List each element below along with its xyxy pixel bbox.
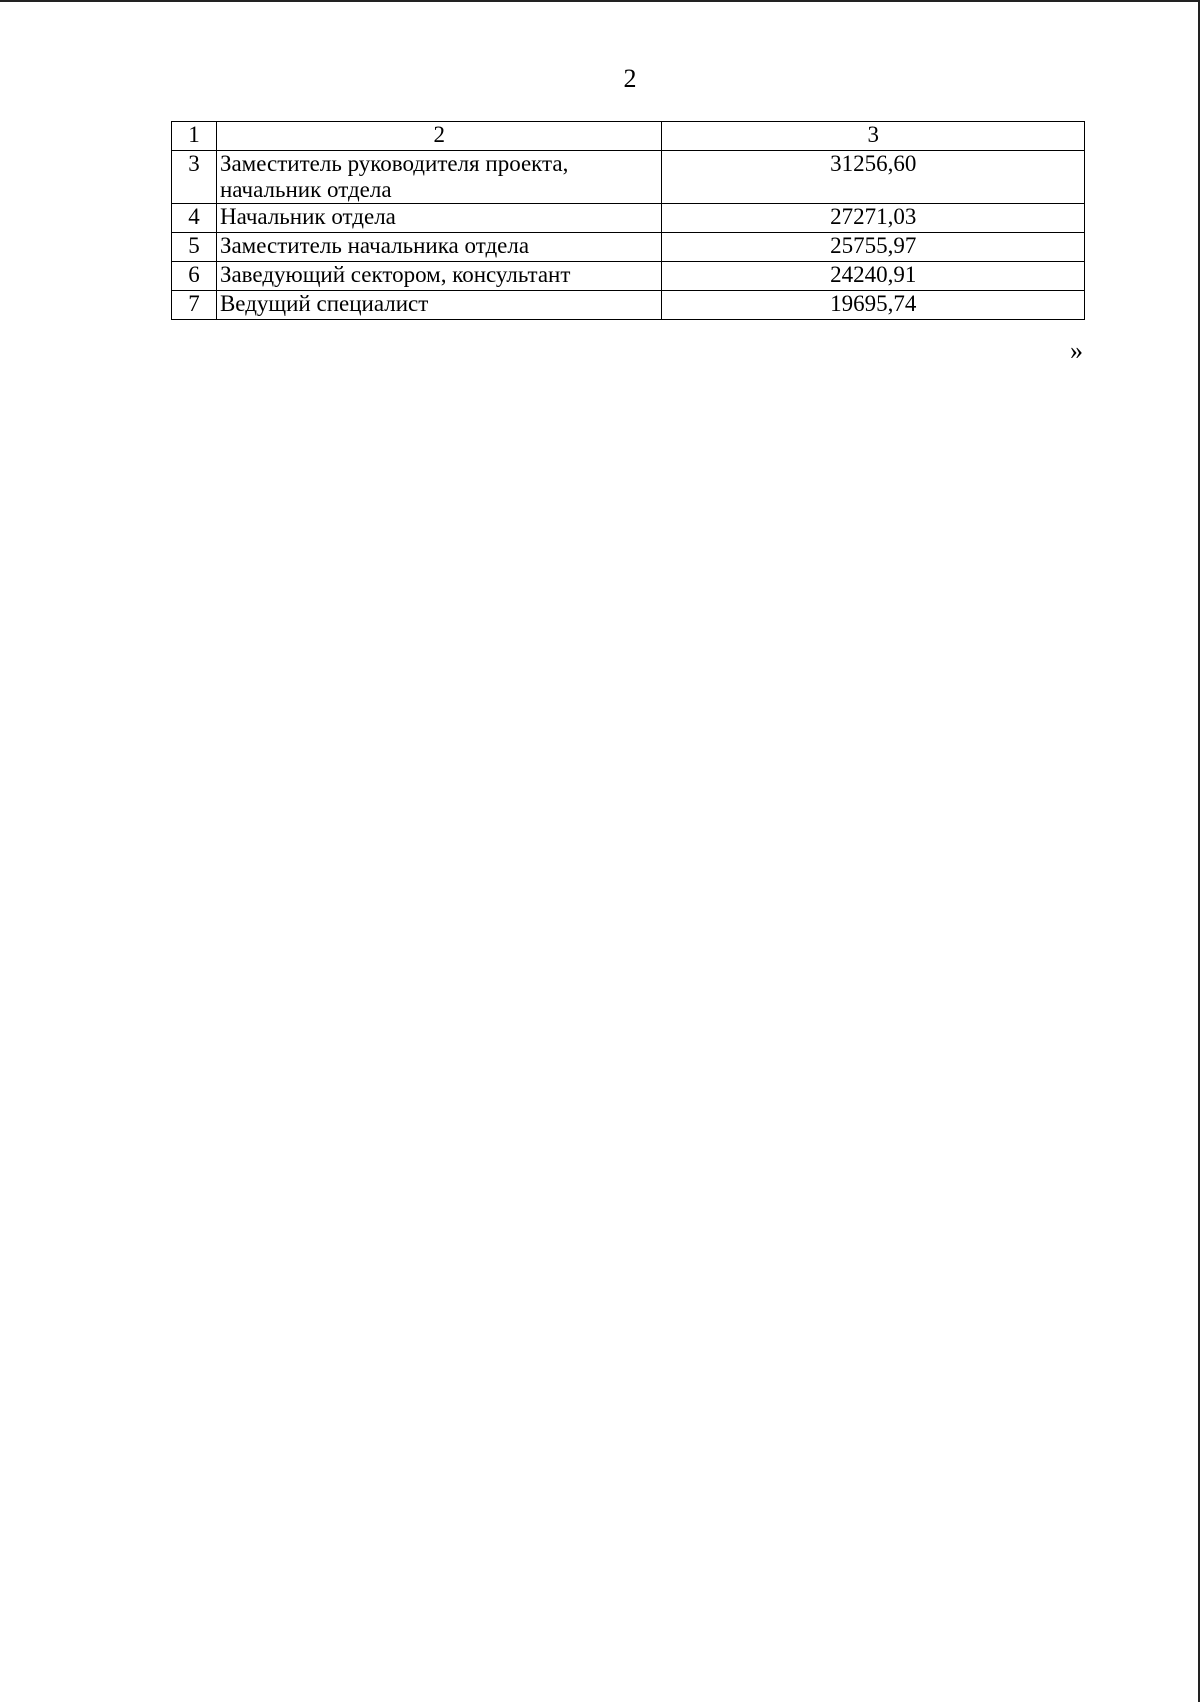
position-name: Заместитель начальника отдела bbox=[216, 233, 662, 262]
position-name: Заведующий сектором, консультант bbox=[216, 262, 662, 291]
row-number: 3 bbox=[172, 151, 217, 204]
salary-value: 27271,03 bbox=[662, 204, 1085, 233]
salary-value: 24240,91 bbox=[662, 262, 1085, 291]
row-number: 5 bbox=[172, 233, 217, 262]
position-name: Заместитель руководителя проекта, начальник отдела bbox=[216, 151, 662, 204]
position-name: Начальник отдела bbox=[216, 204, 662, 233]
table-row bbox=[172, 151, 1085, 204]
table-row bbox=[172, 291, 1085, 320]
closing-quote-mark: » bbox=[1070, 336, 1083, 365]
salary-value: 19695,74 bbox=[662, 291, 1085, 320]
position-name: Ведущий специалист bbox=[216, 291, 662, 320]
header-cell: 1 bbox=[172, 122, 217, 151]
table-header-row bbox=[172, 122, 1085, 151]
row-number: 7 bbox=[172, 291, 217, 320]
row-number: 4 bbox=[172, 204, 217, 233]
salary-table bbox=[171, 121, 1085, 320]
table-row bbox=[172, 233, 1085, 262]
table-row bbox=[172, 204, 1085, 233]
header-cell: 2 bbox=[216, 122, 662, 151]
header-cell: 3 bbox=[662, 122, 1085, 151]
table-row bbox=[172, 262, 1085, 291]
page-number: 2 bbox=[623, 64, 637, 93]
salary-value: 25755,97 bbox=[662, 233, 1085, 262]
salary-value: 31256,60 bbox=[662, 151, 1085, 204]
row-number: 6 bbox=[172, 262, 217, 291]
